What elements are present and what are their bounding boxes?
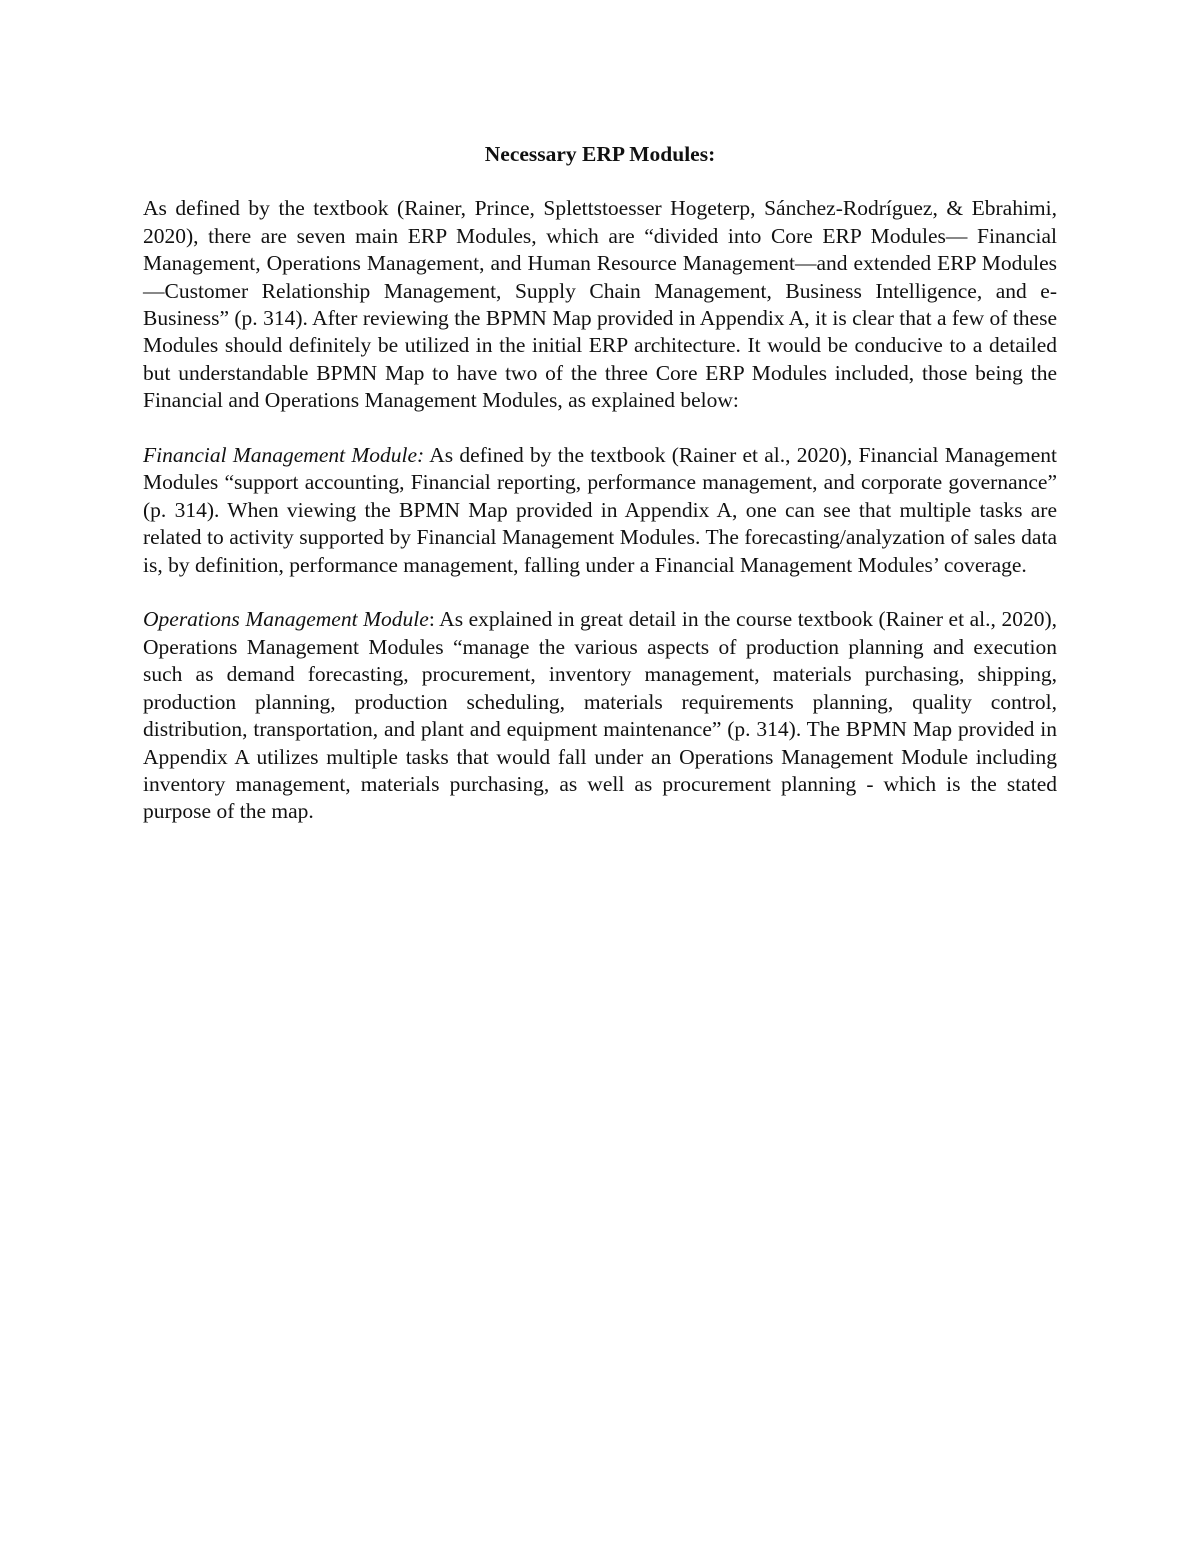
operations-module-heading: Operations Management Module (143, 607, 429, 632)
operations-module-paragraph (143, 606, 1057, 825)
document-title: Necessary ERP Modules: (484, 142, 716, 166)
financial-module-heading: Financial Management Module: (143, 443, 425, 468)
financial-module-paragraph (143, 442, 1057, 579)
operations-module-text: : As explained in great detail in the course textbook (Rainer et al., 2020), Operations Management Modules “manage the various aspects of production planning and execution such as demand forecasting, procurement, inventory management, materials purchasing, shipping, production planning, production scheduling, materials requirements planning, quality control, distribution, transportation, and plant and equipment maintenance” (p. 314). The BPMN Map provided in Appendix A utilizes multiple tasks that would fall under an Operations Management Module including inventory management, materials purchasing, as well as procurement planning - which is the stated purpose of the map. (143, 607, 1057, 824)
intro-paragraph: As defined by the textbook (Rainer, Prince, Splettstoesser Hogeterp, Sánchez-Rodríguez, & Ebrahimi, 2020), there are seven main ERP Modules, which are “divided into Core ERP Modules— Financial Management, Operations Management, and Human Resource Management—and extended ERP Modules—Customer Relationship Management, Supply Chain Management, Business Intelligence, and e-Business” (p. 314). After reviewing the BPMN Map provided in Appendix A, it is clear that a few of these Modules should definitely be utilized in the initial ERP architecture. It would be conducive to a detailed but understandable BPMN Map to have two of the three Core ERP Modules included, those being the Financial and Operations Management Modules, as explained below: (143, 196, 1057, 413)
financial-module-text: As defined by the textbook (Rainer et al., 2020), Financial Management Modules “support accounting, Financial reporting, performance management, and corporate governance” (p. 314). When viewing the BPMN Map provided in Appendix A, one can see that multiple tasks are related to activity supported by Financial Management Modules. The forecasting/analyzation of sales data is, by definition, performance management, falling under a Financial Management Modules’ coverage. (143, 443, 1057, 577)
document-body (143, 141, 1057, 853)
